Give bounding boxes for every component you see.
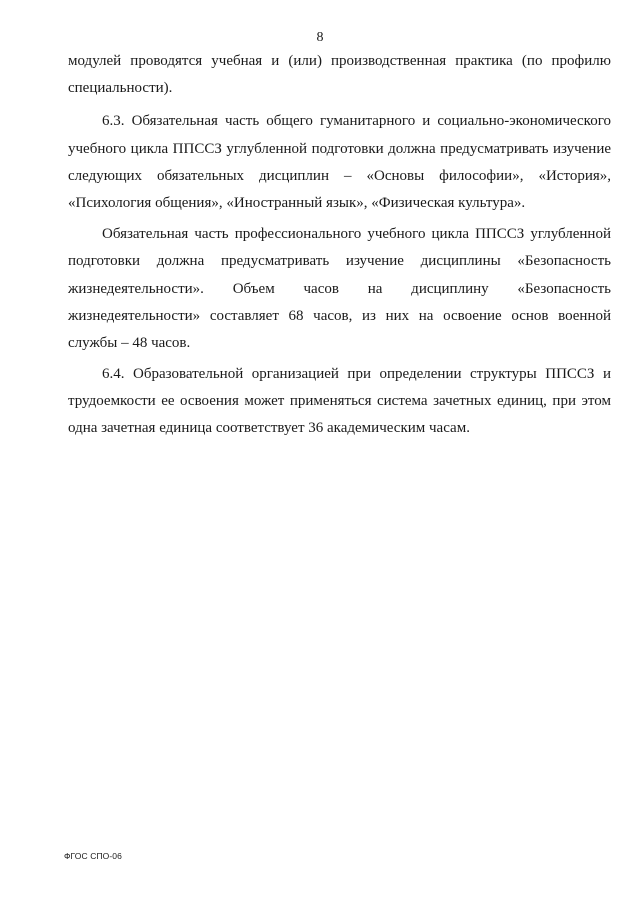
text-line: учебного цикла ППССЗ углубленной подготовки должна предусматривать изучение (68, 140, 611, 157)
text-line: подготовки должна предусматривать изучение дисциплины «Безопасность (68, 253, 611, 270)
paragraph-6-3 (68, 108, 611, 217)
page-number: 8 (316, 30, 324, 45)
text-line: 6.4. Образовательной организацией при определении структуры ППССЗ и (102, 366, 611, 383)
text-line: 6.3. Обязательная часть общего гуманитарного и социально-экономического (102, 113, 611, 130)
paragraph-continuation (68, 48, 611, 102)
text-line: жизнедеятельности» составляет 68 часов, из них на освоение основ военной (68, 307, 611, 324)
paragraph-professional-cycle (68, 221, 611, 357)
text-line: трудоемкости ее освоения может применяться система зачетных единиц, при этом (68, 393, 611, 410)
text-line: одна зачетная единица соответствует 36 академическим часам. (68, 420, 470, 437)
text-line: модулей проводятся учебная и (или) производственная практика (по профилю (68, 53, 611, 69)
paragraph-6-4 (68, 361, 611, 443)
document-body (68, 48, 611, 443)
text-line: специальности). (68, 80, 173, 97)
text-line: жизнедеятельности». Объем часов на дисциплину «Безопасность (68, 280, 611, 297)
text-line: Обязательная часть профессионального учебного цикла ППССЗ углубленной (102, 226, 611, 243)
text-line: следующих обязательных дисциплин – «Основы философии», «История», (68, 167, 611, 184)
text-line: службы – 48 часов. (68, 334, 191, 351)
document-footer: ФГОС СПО-06 (64, 851, 122, 861)
text-line: «Психология общения», «Иностранный язык», «Физическая культура». (68, 194, 526, 211)
